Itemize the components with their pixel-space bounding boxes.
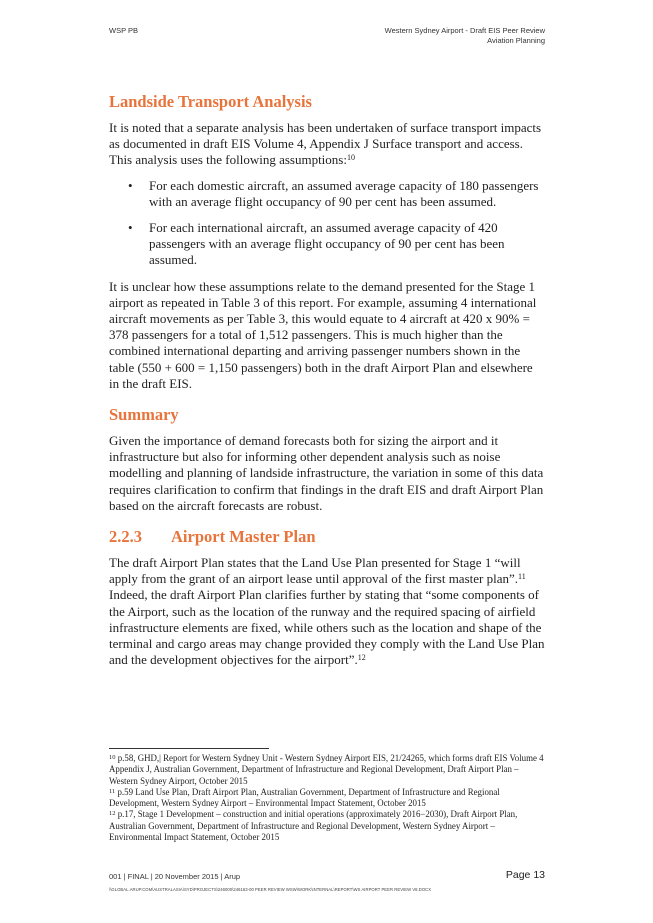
list-item-text: For each domestic aircraft, an assumed average capacity of 180 passengers with an average flight occupancy of 90 per cent has been assumed. xyxy=(149,177,539,209)
footnote-ref-12[interactable]: 12 xyxy=(357,653,366,663)
master-plan-text-1: The draft Airport Plan states that the Land Use Plan presented for Stage 1 “will apply from the grant of an airport lease until approval of the first master plan”. xyxy=(109,555,521,587)
landside-heading: Landside Transport Analysis xyxy=(109,92,312,111)
assumption-list xyxy=(109,178,545,269)
landside-paragraph-1-text: It is noted that a separate analysis has been undertaken of surface transport impacts as documented in draft EIS Volume 4, Appendix J Surface transport and access. This analysis uses the following assumptions: xyxy=(109,120,542,168)
list-item xyxy=(109,220,545,269)
footnote-text: p.58, GHD,| Report for Western Sydney Unit - Western Sydney Airport EIS, 21/24265, which forms draft EIS Volume 4 Appendix J, Australian Government, Department of Infrastructure and Regional Development, Draft Airport Plan – Western Sydney Airport, October 2015 xyxy=(109,753,544,786)
footnote-number: 10 xyxy=(109,754,116,761)
page-content xyxy=(109,92,545,677)
footnote-number: 12 xyxy=(109,810,116,818)
footnote-separator xyxy=(109,748,269,749)
header-right xyxy=(385,26,545,46)
header-left: WSP PB xyxy=(109,26,139,35)
page-number: Page 13 xyxy=(505,869,545,881)
footnote-number: 11 xyxy=(109,787,116,795)
footer-document-info: 001 | FINAL | 20 November 2015 | Arup xyxy=(109,872,241,881)
bullet-icon: • xyxy=(128,177,133,193)
master-plan-title: Airport Master Plan xyxy=(171,527,316,547)
header-title: Western Sydney Airport - Draft EIS Peer Review xyxy=(384,26,545,35)
footnote-ref-11[interactable]: 11 xyxy=(518,572,526,582)
footnote-text: p.59 Land Use Plan, Draft Airport Plan, Australian Government, Department of Infrastructure and Regional Development, Western Sydney Airport – Environmental Impact Statement, October 2015 xyxy=(109,786,500,809)
master-plan-paragraph xyxy=(109,555,545,668)
footnote xyxy=(109,809,549,843)
list-item-text: For each international aircraft, an assumed average capacity of 420 passengers with an average flight occupancy of 90 per cent has been assumed. xyxy=(149,220,505,268)
footnote xyxy=(109,753,549,787)
summary-paragraph: Given the importance of demand forecasts both for sizing the airport and it infrastructure but also for informing other dependent analysis such as noise modelling and planning of landside infrastructure, the variation in some of this data requires clarification to confirm that findings in the draft EIS and draft Airport Plan based on the aircraft forecasts are robust. xyxy=(109,433,544,513)
list-item xyxy=(109,178,545,210)
footnote-ref-10[interactable]: 10 xyxy=(346,153,355,163)
footnote-text: p.17, Stage 1 Development – construction and initial operations (approximately 2016−2030), Draft Airport Plan, Australian Government, Department of Infrastructure and Regional Development, Western Sydney Airport – Environmental Impact Statement, October 2015 xyxy=(109,809,518,843)
bullet-icon: • xyxy=(128,220,133,236)
summary-heading: Summary xyxy=(109,405,179,425)
section-number: 2.2.3 xyxy=(109,527,142,547)
master-plan-text-2: Indeed, the draft Airport Plan clarifies further by stating that “some components of the Airport, such as the location of the runway and the required spacing of airfield infrastructure elements are fixed, while others such as the location and shape of the terminal and cargo areas may change provided they comply with the Land Use Plan and the development objectives for the airport”. xyxy=(109,587,545,668)
landside-paragraph-2: It is unclear how these assumptions relate to the demand presented for the Stage 1 airport as repeated in Table 3 of this report. For example, assuming 4 international aircraft movements as per Table 3, this would equate to 4 aircraft at 420 x 90% = 378 passengers for a total of 1,512 passengers. This is much higher than the combined international departing and arriving passenger numbers shown in the table (550 + 600 = 1,150 passengers) both in the draft Airport Plan and elsewhere in the draft EIS. xyxy=(109,278,537,391)
master-plan-heading xyxy=(109,527,545,547)
landside-paragraph-1 xyxy=(109,120,545,169)
footnote xyxy=(109,787,549,810)
header-subtitle: Aviation Planning xyxy=(487,36,545,45)
footnotes xyxy=(109,753,549,843)
footer-file-path: \\GLOBAL.ARUP.COM\AUSTRALASIA\SYD\PROJECTS\246000\246163-00 PEER REVIEW WSW\WORK\INTERNAL\REPORT\WS AIRPORT PEER REVIEW V8.DOCX xyxy=(109,887,432,892)
